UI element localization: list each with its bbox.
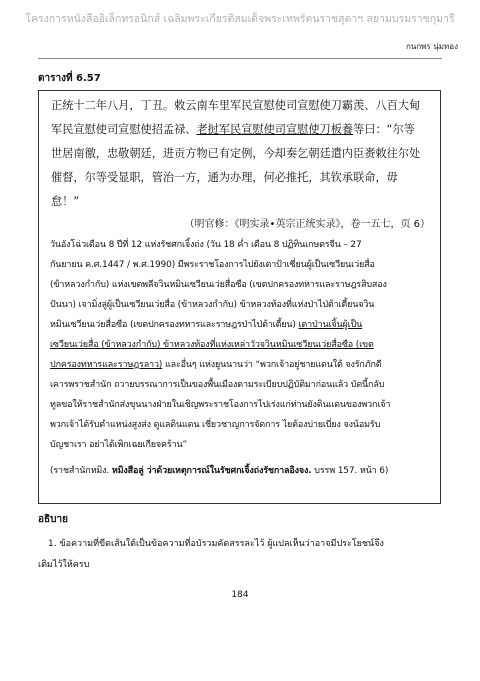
- table-title: ตารางที่ 6.57: [38, 73, 101, 84]
- chinese-source-citation: （明官修：《明实录•英宗正统实录》，卷一五七，页 6）: [184, 219, 430, 230]
- chinese-line: 催督，尔等受显职，管治一方，通为办理，何必推托，其钦承联命，毋: [51, 171, 398, 184]
- page-number: 184: [231, 590, 249, 600]
- thai-line: [50, 361, 435, 370]
- thai-text: และอื่นๆ แห่งยูนนานว่า “พวกเจ้าอยู่ชายแดนใต้ จงรักภักดี: [162, 360, 382, 370]
- thai-underlined-text: เตาป่านเจิ้นผู้เป็น: [298, 320, 363, 330]
- explanation-note-line: เติมไว้ให้ครบ: [38, 560, 90, 570]
- explanation-note-line: 1. ข้อความที่ขีดเส้นใต้เป็นข้อความที่อบัรวมคัดสรรละไว้ ผู้แปลเห็นว่าอาจมีประโยชน์จึง: [48, 539, 384, 549]
- thai-line: (ข้าหลวงกำกับ) แห่งเขตพลีจวินหมินเซวียนเว่ยสื่อซือ (เขตปกครองทหารและราษฎรสิบสอง: [50, 280, 387, 290]
- thai-line: บัญชาเรา อย่าได้เพิกเฉยเกียจคร้าน”: [50, 440, 188, 450]
- chinese-underlined-text: 老挝军民宣慰使司宣慰使刀板養: [196, 123, 354, 136]
- citation-text: (ราชสำนักหมิง.: [50, 466, 112, 476]
- chinese-text: 等曰：“尔等: [353, 123, 415, 136]
- thai-underlined-text: ปกครองทหารและราษฎรลาว): [50, 360, 163, 370]
- thai-line: พวกเจ้าได้รับตำแหน่งสูงส่ง ดูแลดินแดน เชี่ยวชาญการจัดการ ไยต้องบ่ายเบี่ยง จงน้อมรับ: [50, 420, 381, 430]
- quote-box: [38, 90, 441, 504]
- page-header-title: โครงการหนังสืออิเล็กทรอนิกส์ เฉลิมพระเกียรติสมเด็จพระเทพรัตนราชสุดาฯ สยามบรมราชกุมารี: [25, 13, 455, 25]
- thai-line: กันยายน ค.ศ.1447 / พ.ศ.1990) มีพระราชโองการไปยังเตาป้าเซี่ยนผู้เป็นเซวียนเว่ยสื่อ: [50, 260, 375, 270]
- citation-book-title: หมิงสือลู่ ว่าด้วยเหตุการณ์ในรัชศกเจิ้งถ่งรัชกาลอิงจง.: [111, 466, 312, 476]
- chinese-line: 正统十二年八月，丁丑。敕云南车里军民宣慰使司宣慰使刀霸羡、八百大甸: [51, 99, 421, 112]
- thai-source-citation: [50, 467, 435, 476]
- thai-line: วันอังโฉ่วเดือน 8 ปีที่ 12 แห่งรัชศกเจิ้งถ่ง (วัน 18 ค่ำ เดือน 8 ปฏิทินเกษตรจีน – 27: [50, 240, 362, 250]
- header-divider: [38, 58, 442, 59]
- chinese-line: 怠！”: [51, 195, 80, 208]
- chinese-line: 世居南徼，忠敬朝廷，进贡方物已有定例，今却奏乞朝廷遣内臣赉敕往尔处: [51, 147, 421, 160]
- thai-line: ทูลขอให้ราชสำนักส่งขุนนางฝ่ายในเชิญพระราชโองการไปเร่งแก่ท่านยังดินแดนของพวกเจ้า: [50, 400, 391, 410]
- thai-underlined-line: เซวียนเว่ยสื่อ (ข้าหลวงกำกับ) ข้าหลวงท้องที่แห่งเหล่าวัวจวินหมินเซวียนเว่ยสื่อซือ (เขต: [50, 340, 374, 350]
- citation-text: บรรพ 157. หน้า 6): [311, 466, 389, 476]
- chinese-text: 军民宣慰使司宣慰使招孟禄、: [51, 123, 197, 136]
- author-name: กนกพร นุ่มทอง: [406, 42, 458, 51]
- thai-line: ปันนา) เจามิ่งลู่ผู้เป็นเซวียนเว่ยสื่อ (ข้าหลวงกำกับ) ข้าหลวงท้องที่แห่งป่าไป่ต้าเตี้ยนจวิน: [50, 300, 375, 310]
- explanation-heading: อธิบาย: [38, 514, 68, 525]
- thai-line: [50, 321, 435, 330]
- thai-text: หมินเซวียนเว่ยสื่อซือ (เขตปกครองทหารและราษฎรป่าไป่ต้าเตี้ยน): [50, 320, 299, 330]
- chinese-line: [51, 124, 431, 135]
- thai-line: เคารพราชสำนัก ถวายบรรณาการเป็นของพื้นเมืองตามระเบียบปฏิบัติมาก่อนแล้ว บัดนี้กลับ: [50, 380, 385, 390]
